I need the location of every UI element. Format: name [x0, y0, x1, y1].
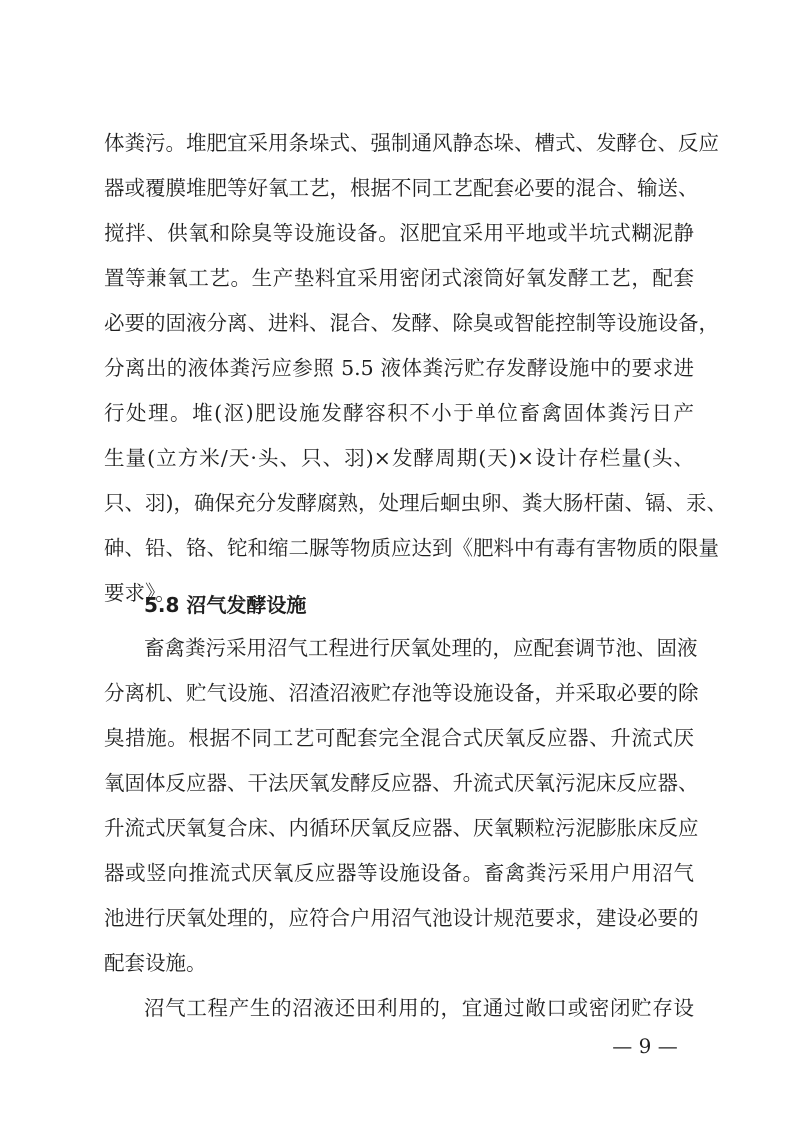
body-text-line: 搅拌、供氧和除臭等设施设备。沤肥宜采用平地或半坑式糊泥静: [104, 221, 694, 245]
page-number: — 9 —: [612, 1034, 678, 1058]
body-text-line: 臭措施。根据不同工艺可配套完全混合式厌氧反应器、升流式厌: [104, 726, 694, 750]
body-text-line: 沼气工程产生的沼液还田利用的，宜通过敞口或密闭贮存设: [144, 996, 694, 1020]
body-text-line: 体粪污。堆肥宜采用条垛式、强制通风静态垛、槽式、发酵仓、反应: [104, 131, 719, 155]
body-text-line: 器或覆膜堆肥等好氧工艺，根据不同工艺配套必要的混合、输送、: [104, 176, 699, 200]
body-text-line: 只、羽)，确保充分发酵腐熟，处理后蛔虫卵、粪大肠杆菌、镉、汞、: [104, 491, 727, 515]
body-text-line: 池进行厌氧处理的，应符合户用沼气池设计规范要求，建设必要的: [104, 906, 699, 930]
body-text-line: 置等兼氧工艺。生产垫料宜采用密闭式滚筒好氧发酵工艺，配套: [104, 266, 694, 290]
body-text-line: 行处理。堆(沤)肥设施发酵容积不小于单位畜禽固体粪污日产: [104, 401, 694, 425]
body-text-line: 分离机、贮气设施、沼渣沼液贮存池等设施设备，并采取必要的除: [104, 681, 699, 705]
body-text-line: 氧固体反应器、干法厌氧发酵反应器、升流式厌氧污泥床反应器、: [104, 771, 699, 795]
body-text-line: 砷、铅、铬、铊和缩二脲等物质应达到《肥料中有毒有害物质的限量: [104, 536, 719, 560]
body-text-line: 升流式厌氧复合床、内循环厌氧反应器、厌氧颗粒污泥膨胀床反应: [104, 816, 699, 840]
body-text-line: 生量(立方米/天·头、只、羽)×发酵周期(天)×设计存栏量(头、: [104, 446, 694, 470]
body-text-line: 要求》。: [104, 581, 176, 605]
body-text-line: 必要的固液分离、进料、混合、发酵、除臭或智能控制等设施设备，: [104, 311, 719, 335]
body-text-line: 器或竖向推流式厌氧反应器等设施设备。畜禽粪污采用户用沼气: [104, 861, 694, 885]
body-text-line: 配套设施。: [104, 951, 207, 975]
body-text-line: 畜禽粪污采用沼气工程进行厌氧处理的，应配套调节池、固液: [144, 636, 698, 660]
body-text-line: 分离出的液体粪污应参照 5.5 液体粪污贮存发酵设施中的要求进: [104, 356, 694, 380]
section-heading: 5.8 沼气发酵设施: [144, 593, 307, 617]
